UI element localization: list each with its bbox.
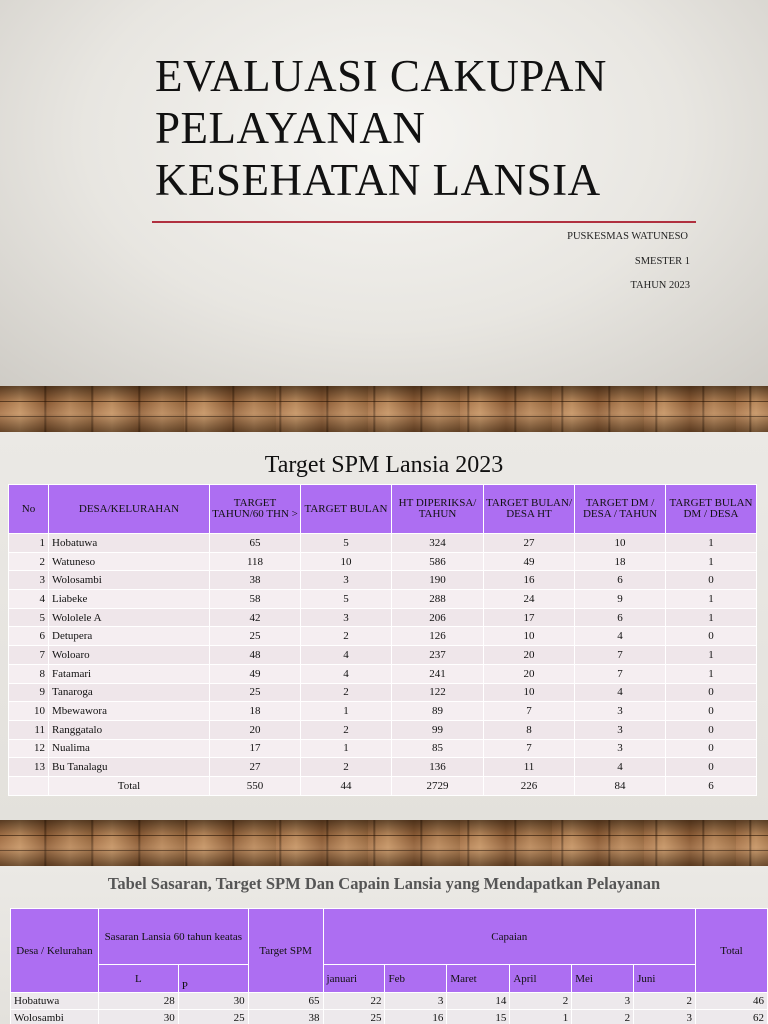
value-cell: 2 <box>301 627 392 646</box>
value-cell: 5 <box>301 534 392 553</box>
table-row <box>9 552 757 571</box>
value-cell: 15 <box>447 1010 510 1024</box>
total-value: 44 <box>301 776 392 795</box>
value-cell: 118 <box>210 552 301 571</box>
header-p: P <box>178 965 248 993</box>
value-cell: 3 <box>572 993 634 1010</box>
value-cell: 18 <box>575 552 666 571</box>
value-cell: 38 <box>210 571 301 590</box>
row-number: 1 <box>9 534 49 553</box>
row-number: 12 <box>9 739 49 758</box>
header-cell: No <box>9 485 49 534</box>
table-row <box>9 571 757 590</box>
value-cell: 4 <box>301 646 392 665</box>
value-cell: 65 <box>210 534 301 553</box>
value-cell: 1 <box>666 608 757 627</box>
value-cell: 24 <box>484 590 575 609</box>
value-cell: 17 <box>210 739 301 758</box>
table-row <box>9 720 757 739</box>
table-row <box>9 758 757 777</box>
header-total: Total <box>696 909 768 993</box>
table-header-row <box>9 485 757 534</box>
value-cell: 42 <box>210 608 301 627</box>
value-cell: 49 <box>484 552 575 571</box>
value-cell: 20 <box>484 664 575 683</box>
value-cell: 586 <box>392 552 484 571</box>
total-spacer <box>9 776 49 795</box>
village-name: Nualima <box>49 739 210 758</box>
value-cell: 3 <box>301 608 392 627</box>
value-cell: 0 <box>666 702 757 721</box>
target-spm-table <box>8 484 757 796</box>
table-row <box>9 608 757 627</box>
total-value: 6 <box>666 776 757 795</box>
value-cell: 5 <box>301 590 392 609</box>
value-cell: 27 <box>210 758 301 777</box>
value-cell: 122 <box>392 683 484 702</box>
header-month: Mei <box>572 965 634 993</box>
value-cell: 1 <box>666 534 757 553</box>
value-cell: 1 <box>666 646 757 665</box>
value-cell: 136 <box>392 758 484 777</box>
table-row <box>9 627 757 646</box>
value-cell: 0 <box>666 627 757 646</box>
value-cell: 2 <box>510 993 572 1010</box>
capaian-slide <box>0 866 768 1024</box>
table-row <box>9 590 757 609</box>
village-name: Detupera <box>49 627 210 646</box>
header-capaian: Capaian <box>323 909 696 965</box>
value-cell: 10 <box>301 552 392 571</box>
value-cell: 10 <box>575 534 666 553</box>
header-cell: DESA/KELURAHAN <box>49 485 210 534</box>
header-l: L <box>98 965 178 993</box>
table-row <box>11 1010 768 1024</box>
total-value: 2729 <box>392 776 484 795</box>
village-name: Hobatuwa <box>11 993 99 1010</box>
village-name: Wolosambi <box>49 571 210 590</box>
value-cell: 7 <box>575 646 666 665</box>
value-cell: 16 <box>385 1010 447 1024</box>
value-cell: 3 <box>385 993 447 1010</box>
value-cell: 190 <box>392 571 484 590</box>
value-cell: 85 <box>392 739 484 758</box>
row-number: 7 <box>9 646 49 665</box>
row-number: 10 <box>9 702 49 721</box>
village-name: Bu Tanalagu <box>49 758 210 777</box>
value-cell: 16 <box>484 571 575 590</box>
value-cell: 27 <box>484 534 575 553</box>
table-header-row <box>11 909 768 965</box>
header-cell: TARGET DM / DESA / TAHUN <box>575 485 666 534</box>
value-cell: 11 <box>484 758 575 777</box>
value-cell: 1 <box>666 590 757 609</box>
value-cell: 46 <box>696 993 768 1010</box>
value-cell: 30 <box>98 1010 178 1024</box>
row-number: 13 <box>9 758 49 777</box>
total-label: Total <box>49 776 210 795</box>
value-cell: 3 <box>575 702 666 721</box>
value-cell: 25 <box>210 683 301 702</box>
value-cell: 3 <box>575 739 666 758</box>
target-spm-slide <box>0 432 768 820</box>
subtitle-year: TAHUN 2023 <box>630 280 690 291</box>
value-cell: 3 <box>575 720 666 739</box>
header-cell: TARGET BULAN <box>301 485 392 534</box>
header-cell: TARGET TAHUN/60 THN > <box>210 485 301 534</box>
row-number: 9 <box>9 683 49 702</box>
value-cell: 22 <box>323 993 385 1010</box>
total-value: 84 <box>575 776 666 795</box>
subtitle-organization: PUSKESMAS WATUNESO <box>567 231 688 242</box>
value-cell: 2 <box>301 758 392 777</box>
title-line: EVALUASI CAKUPAN <box>155 51 607 101</box>
village-name: Ranggatalo <box>49 720 210 739</box>
value-cell: 49 <box>210 664 301 683</box>
header-month: Juni <box>634 965 696 993</box>
value-cell: 25 <box>178 1010 248 1024</box>
value-cell: 2 <box>301 683 392 702</box>
table-row <box>9 683 757 702</box>
village-name: Wolosambi <box>11 1010 99 1024</box>
row-number: 6 <box>9 627 49 646</box>
header-month: April <box>510 965 572 993</box>
row-number: 2 <box>9 552 49 571</box>
header-cell: HT DIPERIKSA/ TAHUN <box>392 485 484 534</box>
value-cell: 25 <box>323 1010 385 1024</box>
village-name: Liabeke <box>49 590 210 609</box>
table-row <box>11 993 768 1010</box>
village-name: Wololele A <box>49 608 210 627</box>
value-cell: 7 <box>484 702 575 721</box>
wood-floor-divider <box>0 386 768 432</box>
value-cell: 58 <box>210 590 301 609</box>
value-cell: 0 <box>666 758 757 777</box>
table-row <box>9 646 757 665</box>
table-row <box>9 739 757 758</box>
value-cell: 10 <box>484 627 575 646</box>
value-cell: 237 <box>392 646 484 665</box>
village-name: Mbewawora <box>49 702 210 721</box>
village-name: Watuneso <box>49 552 210 571</box>
value-cell: 3 <box>301 571 392 590</box>
value-cell: 1 <box>301 739 392 758</box>
subtitle-semester: SMESTER 1 <box>634 256 690 267</box>
value-cell: 126 <box>392 627 484 646</box>
value-cell: 62 <box>696 1010 768 1024</box>
village-name: Tanaroga <box>49 683 210 702</box>
value-cell: 0 <box>666 739 757 758</box>
value-cell: 3 <box>634 1010 696 1024</box>
row-number: 3 <box>9 571 49 590</box>
value-cell: 10 <box>484 683 575 702</box>
value-cell: 2 <box>301 720 392 739</box>
value-cell: 7 <box>484 739 575 758</box>
title-line: PELAYANAN <box>155 103 426 153</box>
village-name: Fatamari <box>49 664 210 683</box>
value-cell: 18 <box>210 702 301 721</box>
header-desa: Desa / Kelurahan <box>11 909 99 993</box>
table-row <box>9 534 757 553</box>
header-sasaran: Sasaran Lansia 60 tahun keatas <box>98 909 248 965</box>
row-number: 4 <box>9 590 49 609</box>
value-cell: 2 <box>572 1010 634 1024</box>
title-divider <box>152 221 696 223</box>
value-cell: 1 <box>510 1010 572 1024</box>
value-cell: 14 <box>447 993 510 1010</box>
row-number: 11 <box>9 720 49 739</box>
value-cell: 4 <box>301 664 392 683</box>
value-cell: 20 <box>210 720 301 739</box>
table-subheader-row <box>11 965 768 993</box>
value-cell: 206 <box>392 608 484 627</box>
title-slide <box>0 0 768 386</box>
header-month: Feb <box>385 965 447 993</box>
value-cell: 2 <box>634 993 696 1010</box>
header-month: januari <box>323 965 385 993</box>
header-target: Target SPM <box>248 909 323 993</box>
village-name: Woloaro <box>49 646 210 665</box>
value-cell: 4 <box>575 627 666 646</box>
slide-title <box>155 50 715 206</box>
value-cell: 9 <box>575 590 666 609</box>
row-number: 5 <box>9 608 49 627</box>
value-cell: 1 <box>666 552 757 571</box>
total-value: 226 <box>484 776 575 795</box>
table-row <box>9 702 757 721</box>
title-line: KESEHATAN LANSIA <box>155 155 601 205</box>
row-number: 8 <box>9 664 49 683</box>
value-cell: 30 <box>178 993 248 1010</box>
value-cell: 4 <box>575 758 666 777</box>
value-cell: 6 <box>575 571 666 590</box>
slide-title: Target SPM Lansia 2023 <box>264 452 504 478</box>
value-cell: 25 <box>210 627 301 646</box>
table-row <box>9 664 757 683</box>
value-cell: 20 <box>484 646 575 665</box>
total-row <box>9 776 757 795</box>
total-value: 550 <box>210 776 301 795</box>
value-cell: 241 <box>392 664 484 683</box>
value-cell: 48 <box>210 646 301 665</box>
value-cell: 6 <box>575 608 666 627</box>
value-cell: 7 <box>575 664 666 683</box>
value-cell: 99 <box>392 720 484 739</box>
value-cell: 288 <box>392 590 484 609</box>
value-cell: 89 <box>392 702 484 721</box>
value-cell: 0 <box>666 720 757 739</box>
value-cell: 0 <box>666 571 757 590</box>
value-cell: 8 <box>484 720 575 739</box>
village-name: Hobatuwa <box>49 534 210 553</box>
header-cell: TARGET BULAN DM / DESA <box>666 485 757 534</box>
value-cell: 28 <box>98 993 178 1010</box>
header-cell: TARGET BULAN/ DESA HT <box>484 485 575 534</box>
value-cell: 38 <box>248 1010 323 1024</box>
slide-title: Tabel Sasaran, Target SPM Dan Capain Lansia yang Mendapatkan Pelayanan <box>107 874 661 893</box>
header-month: Maret <box>447 965 510 993</box>
value-cell: 1 <box>301 702 392 721</box>
value-cell: 4 <box>575 683 666 702</box>
value-cell: 65 <box>248 993 323 1010</box>
value-cell: 17 <box>484 608 575 627</box>
value-cell: 1 <box>666 664 757 683</box>
value-cell: 324 <box>392 534 484 553</box>
value-cell: 0 <box>666 683 757 702</box>
capaian-table <box>10 908 768 1024</box>
wood-floor-divider <box>0 820 768 866</box>
